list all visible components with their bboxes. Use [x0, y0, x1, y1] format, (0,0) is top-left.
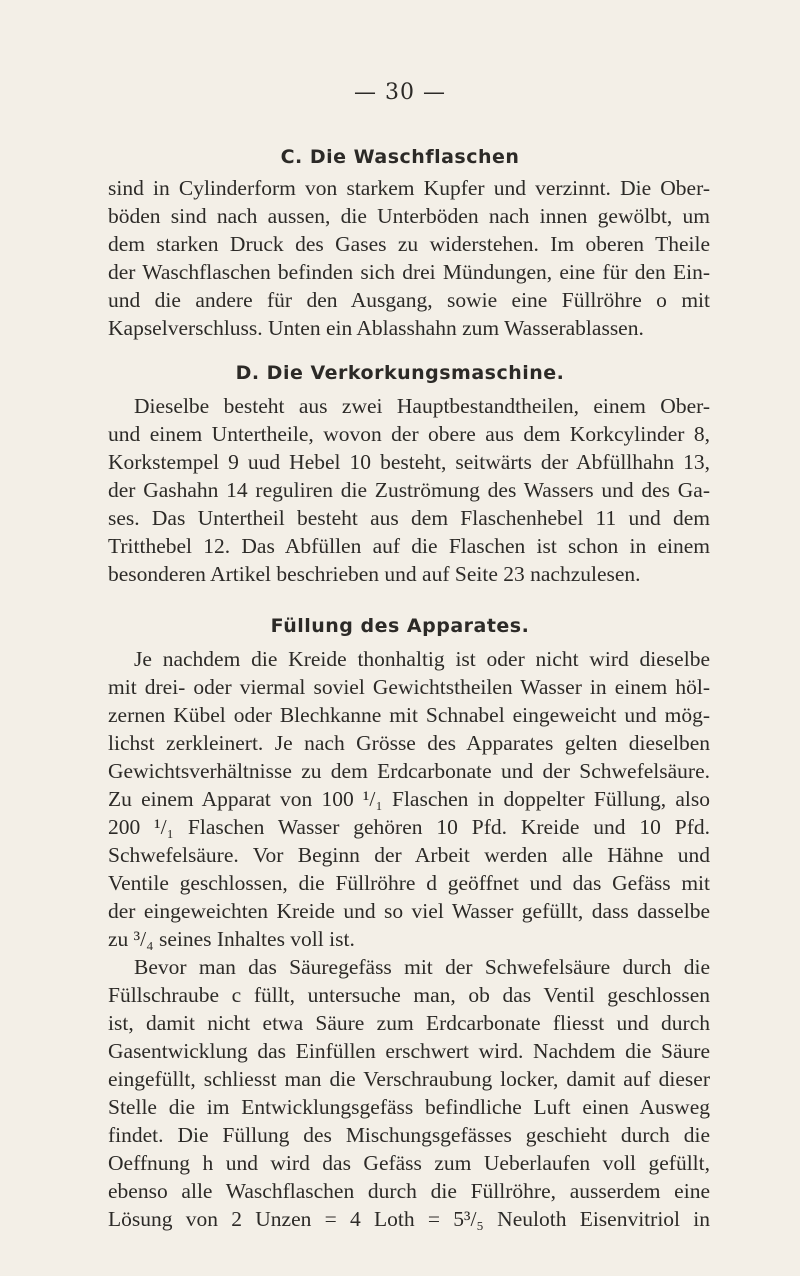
- text-line: der eingeweichten Kreide und so viel Wasser gefüllt, dass dasselbe: [108, 899, 710, 923]
- text-line: zernen Kübel oder Blechkanne mit Schnabel eingeweicht und mög-: [108, 703, 710, 727]
- text-line: ses. Das Untertheil besteht aus dem Flaschenhebel 11 und dem: [108, 506, 710, 530]
- text-line: mit drei- oder viermal soviel Gewichtstheilen Wasser in einem höl-: [108, 675, 710, 699]
- text-line: ist, damit nicht etwa Säure zum Erdcarbonate fliesst und durch: [108, 1011, 710, 1035]
- text-line: der Waschflaschen befinden sich drei Mündungen, eine für den Ein-: [108, 260, 710, 284]
- text-line: Tritthebel 12. Das Abfüllen auf die Flaschen ist schon in einem: [108, 534, 710, 558]
- text-line: der Gashahn 14 reguliren die Zuströmung des Wassers und des Ga-: [108, 478, 710, 502]
- text-line: sind in Cylinderform von starkem Kupfer und verzinnt. Die Ober-: [108, 176, 710, 200]
- text-line: Oeffnung h und wird das Gefäss zum Ueberlaufen voll gefüllt,: [108, 1151, 710, 1175]
- text-line: besonderen Artikel beschrieben und auf Seite 23 nachzulesen.: [108, 562, 641, 586]
- text-line: böden sind nach aussen, die Unterböden nach innen gewölbt, um: [108, 204, 710, 228]
- text-line: Lösung von 2 Unzen = 4 Loth = 5³/₅ Neuloth Eisenvitriol in: [108, 1207, 710, 1231]
- section-heading-waschflaschen: C. Die Waschflaschen: [280, 146, 520, 168]
- page-number: — 30 —: [354, 80, 446, 105]
- text-line: zu ³/₄ seines Inhaltes voll ist.: [108, 927, 355, 951]
- text-line: Stelle die im Entwicklungsgefäss befindliche Luft einen Ausweg: [108, 1095, 710, 1119]
- text-line: Dieselbe besteht aus zwei Hauptbestandtheilen, einem Ober-: [134, 394, 710, 418]
- text-line: Gasentwicklung das Einfüllen erschwert wird. Nachdem die Säure: [108, 1039, 710, 1063]
- text-line: und einem Untertheile, wovon der obere aus dem Korkcylinder 8,: [108, 422, 710, 446]
- text-line: lichst zerkleinert. Je nach Grösse des Apparates gelten dieselben: [108, 731, 710, 755]
- section-heading-verkorkungsmaschine: D. Die Verkorkungsmaschine.: [235, 362, 565, 384]
- text-line: Ventile geschlossen, die Füllröhre d geöffnet und das Gefäss mit: [108, 871, 710, 895]
- text-line: Zu einem Apparat von 100 ¹/₁ Flaschen in doppelter Füllung, also: [108, 787, 710, 811]
- text-line: Bevor man das Säuregefäss mit der Schwefelsäure durch die: [134, 955, 710, 979]
- text-line: Gewichtsverhältnisse zu dem Erdcarbonate und der Schwefelsäure.: [108, 759, 710, 783]
- text-line: 200 ¹/₁ Flaschen Wasser gehören 10 Pfd. Kreide und 10 Pfd.: [108, 815, 710, 839]
- text-line: Je nachdem die Kreide thonhaltig ist oder nicht wird dieselbe: [134, 647, 710, 671]
- text-line: Korkstempel 9 uud Hebel 10 besteht, seitwärts der Abfüllhahn 13,: [108, 450, 710, 474]
- text-line: findet. Die Füllung des Mischungsgefässes geschieht durch die: [108, 1123, 710, 1147]
- text-line: Füllschraube c füllt, untersuche man, ob das Ventil geschlossen: [108, 983, 710, 1007]
- text-line: Schwefelsäure. Vor Beginn der Arbeit werden alle Hähne und: [108, 843, 710, 867]
- text-line: dem starken Druck des Gases zu widerstehen. Im oberen Theile: [108, 232, 710, 256]
- section-heading-fuellung: Füllung des Apparates.: [270, 615, 530, 637]
- text-line: Kapselverschluss. Unten ein Ablasshahn zum Wasserablassen.: [108, 316, 644, 340]
- text-line: ebenso alle Waschflaschen durch die Füllröhre, ausserdem eine: [108, 1179, 710, 1203]
- text-line: eingefüllt, schliesst man die Verschraubung locker, damit auf dieser: [108, 1067, 710, 1091]
- text-line: und die andere für den Ausgang, sowie eine Füllröhre o mit: [108, 288, 710, 312]
